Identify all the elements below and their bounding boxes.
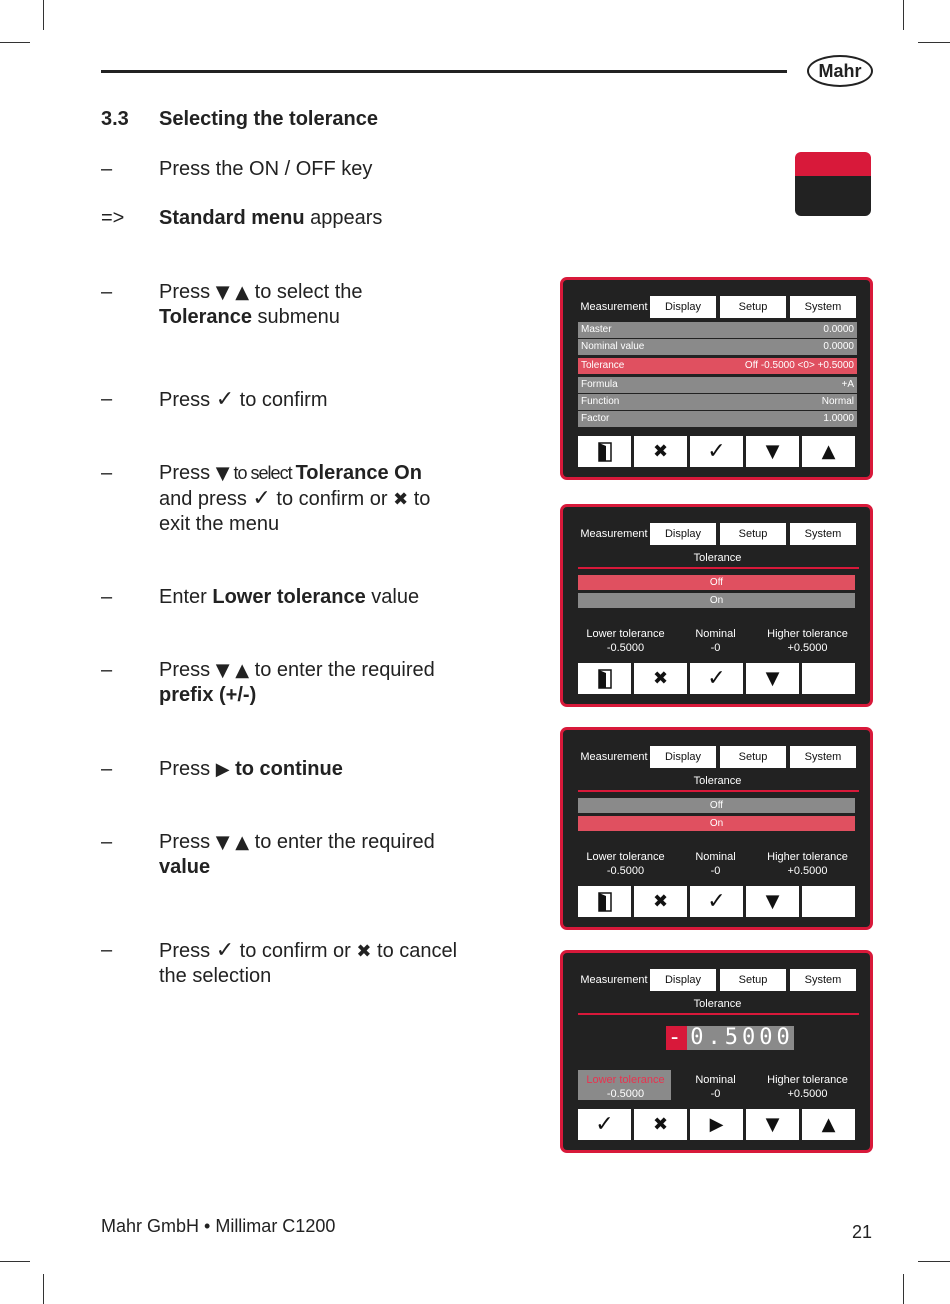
step-text (159, 830, 499, 880)
step-text-pre: Press (159, 389, 216, 411)
step-text-small: to select (229, 463, 296, 483)
tab-setup[interactable]: Setup (720, 523, 786, 545)
crop-mark (0, 42, 30, 43)
section-title: Selecting the tolerance (159, 108, 378, 130)
higher-tolerance-value: +0.5000 (787, 642, 828, 654)
down-arrow-icon: ▼ (215, 463, 230, 484)
tab-measurement[interactable]: Measurement (580, 751, 648, 763)
step-text-line2c: to (408, 488, 431, 510)
check-icon: ✓ (252, 486, 271, 511)
nominal-value: -0 (710, 865, 721, 877)
nominal-value: -0 (710, 1088, 721, 1100)
tab-system[interactable]: System (790, 969, 856, 991)
crop-mark (903, 0, 904, 30)
step-marker: – (101, 586, 113, 608)
tab-measurement[interactable]: Measurement (580, 528, 648, 540)
step-text-rest2: to cancel (371, 940, 458, 962)
step-bold-text: Standard menu (159, 207, 305, 229)
cross-icon: ✖ (356, 941, 372, 962)
value-entry-field[interactable] (666, 1026, 794, 1050)
row-label: Formula (581, 379, 618, 390)
nominal-label: Nominal (695, 1074, 736, 1086)
title-underline (578, 1013, 859, 1015)
higher-tolerance-label: Higher tolerance (767, 628, 848, 640)
cross-icon[interactable]: ✖ (634, 436, 687, 467)
title-underline (578, 567, 859, 569)
softkey-bar (578, 436, 857, 467)
step-text (159, 461, 499, 537)
page-number: 21 (852, 1222, 873, 1242)
cross-icon[interactable]: ✖ (634, 663, 687, 694)
step-text-rest: appears (304, 207, 383, 229)
down-arrow-icon[interactable]: ▼ (746, 436, 799, 467)
step-bold-text: value (159, 856, 211, 878)
row-value: +A (841, 379, 854, 390)
step-bold-text: prefix (+/-) (159, 684, 257, 706)
option-off[interactable]: Off (578, 575, 855, 590)
step-text-line2: and press (159, 488, 253, 510)
device-screen-tolerance-off (560, 504, 873, 707)
header-rule (101, 70, 787, 73)
step-text (159, 757, 499, 782)
screen-tabs (578, 296, 858, 318)
tab-setup[interactable]: Setup (720, 746, 786, 768)
tab-system[interactable]: System (790, 523, 856, 545)
screen-title: Tolerance (693, 552, 742, 564)
step-text-pre: Press (159, 940, 216, 962)
crop-mark (903, 1274, 904, 1304)
cross-icon[interactable]: ✖ (634, 1109, 687, 1140)
step-marker: – (101, 758, 113, 780)
row-value: Normal (821, 396, 854, 407)
option-on[interactable]: On (578, 816, 855, 831)
menu-row-nominal-value[interactable] (578, 339, 857, 355)
lower-tolerance-label: Lower tolerance (586, 851, 665, 863)
nominal-label: Nominal (695, 628, 736, 640)
step-text-pre: Enter (159, 586, 213, 608)
tab-display[interactable]: Display (650, 969, 716, 991)
step-text-post: submenu (252, 306, 340, 328)
crop-mark (918, 1261, 950, 1262)
crop-mark (43, 1274, 44, 1304)
tab-system[interactable]: System (790, 746, 856, 768)
row-label: Nominal value (581, 341, 645, 352)
check-icon[interactable]: ✓ (578, 1109, 631, 1140)
tab-display[interactable]: Display (650, 296, 716, 318)
title-underline (578, 790, 859, 792)
step-text (159, 387, 499, 413)
row-value: 0.0000 (823, 324, 854, 335)
step-marker: – (101, 831, 113, 853)
step-marker: – (101, 281, 113, 303)
step-text-rest: to confirm or (234, 940, 357, 962)
softkey-bar (578, 663, 857, 694)
tab-display[interactable]: Display (650, 746, 716, 768)
row-label: Factor (581, 413, 610, 424)
check-icon[interactable]: ✓ (690, 436, 743, 467)
step-bold-text: Lower tolerance (212, 586, 366, 608)
down-up-arrow-icon: ▼ ▲ (215, 660, 250, 681)
step-marker: – (101, 939, 113, 961)
tab-measurement[interactable]: Measurement (580, 974, 648, 986)
step-text-rest: to select the (249, 281, 363, 303)
screen-tabs (578, 523, 858, 545)
step-text-rest: to enter the required (249, 659, 435, 681)
device-screen-tolerance-on (560, 727, 873, 930)
crop-mark (0, 1261, 30, 1262)
step-bold-text: Tolerance On (295, 462, 422, 484)
step-marker: – (101, 388, 113, 410)
lower-tolerance-label: Lower tolerance (586, 628, 665, 640)
higher-tolerance-value: +0.5000 (787, 865, 828, 877)
row-value: 0.0000 (823, 341, 854, 352)
step-text-line3: exit the menu (159, 513, 280, 535)
cross-icon[interactable]: ✖ (634, 886, 687, 917)
check-icon[interactable]: ✓ (690, 663, 743, 694)
step-text-pre: Press (159, 281, 216, 303)
step-marker: – (101, 659, 113, 681)
option-on[interactable]: On (578, 593, 855, 608)
exit-door-icon[interactable] (578, 663, 631, 694)
step-text (159, 658, 499, 708)
menu-row-master[interactable] (578, 322, 857, 338)
row-value: Off -0.5000 <0> +0.5000 (744, 360, 854, 371)
right-arrow-icon: ▶ (215, 759, 230, 780)
down-arrow-icon[interactable]: ▼ (746, 886, 799, 917)
menu-row-formula[interactable] (578, 377, 857, 393)
step-marker: – (101, 158, 113, 180)
on-off-key-icon (795, 152, 871, 216)
row-label: Function (581, 396, 620, 407)
lower-tolerance-label: Lower tolerance (586, 1074, 665, 1086)
blank-softkey[interactable] (802, 663, 855, 694)
step-text (159, 280, 499, 330)
step-text-rest: to confirm (234, 389, 328, 411)
tab-setup[interactable]: Setup (720, 296, 786, 318)
menu-row-factor[interactable] (578, 411, 857, 427)
step-text-rest: to enter the required (249, 831, 435, 853)
down-up-arrow-icon: ▼ ▲ (215, 832, 250, 853)
tab-measurement[interactable]: Measurement (580, 301, 648, 313)
step-text (159, 938, 499, 989)
lower-tolerance-value: -0.5000 (606, 1088, 645, 1100)
step-bold-text: to continue (229, 758, 343, 780)
step-text-pre: Press (159, 758, 216, 780)
screen-title: Tolerance (693, 998, 742, 1010)
step-bold-text: Tolerance (159, 306, 252, 328)
lower-tolerance-value: -0.5000 (606, 865, 645, 877)
check-icon: ✓ (215, 938, 235, 963)
screen-title: Tolerance (693, 775, 742, 787)
device-screen-standard-menu (560, 277, 873, 480)
row-label: Tolerance (581, 360, 625, 371)
up-arrow-icon[interactable]: ▲ (802, 436, 855, 467)
screen-tabs (578, 969, 858, 991)
crop-mark (918, 42, 950, 43)
menu-row-tolerance[interactable] (578, 358, 857, 374)
screen-tabs (578, 746, 858, 768)
mahr-logo: Mahr (807, 55, 873, 87)
menu-row-function[interactable] (578, 394, 857, 410)
device-screen-lower-tolerance-entry (560, 950, 873, 1153)
blank-softkey[interactable] (802, 886, 855, 917)
softkey-bar (578, 886, 857, 917)
exit-door-icon[interactable] (578, 436, 631, 467)
lower-tolerance-value: -0.5000 (606, 642, 645, 654)
value-digits[interactable]: 0.5000 (687, 1026, 793, 1050)
step-text (159, 585, 499, 610)
check-icon: ✓ (215, 387, 235, 412)
exit-door-icon[interactable] (578, 886, 631, 917)
right-arrow-icon[interactable]: ▶ (690, 1109, 743, 1140)
higher-tolerance-label: Higher tolerance (767, 1074, 848, 1086)
higher-tolerance-label: Higher tolerance (767, 851, 848, 863)
higher-tolerance-value: +0.5000 (787, 1088, 828, 1100)
tab-system[interactable]: System (790, 296, 856, 318)
crop-mark (43, 0, 44, 30)
step-text: Press the ON / OFF key (159, 158, 373, 180)
sign-digit[interactable]: - (668, 1025, 686, 1050)
footer-company: Mahr GmbH • Millimar C1200 (101, 1216, 336, 1236)
row-value: 1.0000 (823, 413, 854, 424)
step-marker: – (101, 462, 113, 484)
step-text-rest: value (365, 586, 420, 608)
step-text-pre: Press (159, 659, 216, 681)
option-off[interactable]: Off (578, 798, 855, 813)
down-arrow-icon[interactable]: ▼ (746, 663, 799, 694)
step-text-pre: Press (159, 462, 216, 484)
nominal-label: Nominal (695, 851, 736, 863)
softkey-bar (578, 1109, 857, 1140)
nominal-value: -0 (710, 642, 721, 654)
tab-setup[interactable]: Setup (720, 969, 786, 991)
tab-display[interactable]: Display (650, 523, 716, 545)
section-number: 3.3 (101, 108, 129, 130)
step-marker: => (101, 207, 125, 229)
down-up-arrow-icon: ▼ ▲ (215, 282, 250, 303)
step-text (159, 206, 499, 231)
up-arrow-icon[interactable]: ▲ (802, 1109, 855, 1140)
down-arrow-icon[interactable]: ▼ (746, 1109, 799, 1140)
step-text-line2: the selection (159, 965, 272, 987)
cross-icon: ✖ (393, 489, 409, 510)
row-label: Master (581, 324, 612, 335)
check-icon[interactable]: ✓ (690, 886, 743, 917)
step-text-pre: Press (159, 831, 216, 853)
step-text-line2b: to confirm or (270, 488, 394, 510)
